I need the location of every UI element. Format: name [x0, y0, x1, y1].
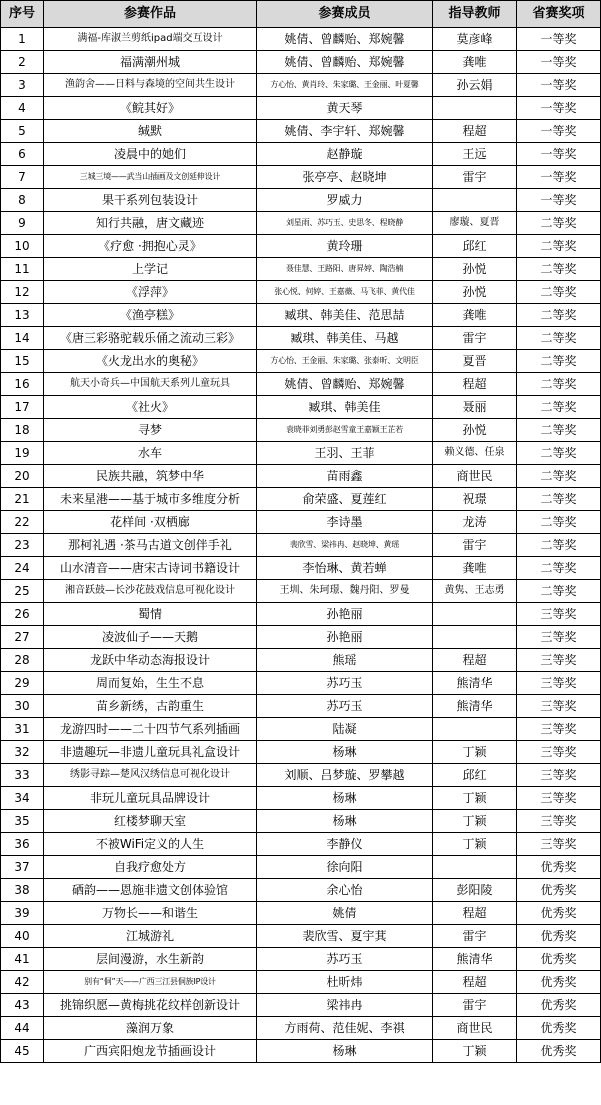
cell-index: 20	[1, 465, 44, 488]
table-row	[1, 304, 601, 327]
table-row	[1, 189, 601, 212]
cell-work: 知行共融，唐文藏迹	[44, 212, 257, 235]
table-row	[1, 51, 601, 74]
table-row	[1, 1017, 601, 1040]
table-row	[1, 74, 601, 97]
table-row	[1, 764, 601, 787]
table-row	[1, 672, 601, 695]
header-teacher: 指导教师	[433, 1, 517, 28]
cell-index: 11	[1, 258, 44, 281]
table-row	[1, 856, 601, 879]
cell-index: 22	[1, 511, 44, 534]
table-row	[1, 626, 601, 649]
cell-teacher: 雷宇	[433, 166, 517, 189]
cell-award: 二等奖	[517, 304, 601, 327]
cell-teacher: 丁颖	[433, 810, 517, 833]
cell-teacher: 莫彦峰	[433, 28, 517, 51]
cell-award: 优秀奖	[517, 948, 601, 971]
cell-work: 藻润万象	[44, 1017, 257, 1040]
cell-teacher	[433, 603, 517, 626]
table-row	[1, 258, 601, 281]
table-row	[1, 948, 601, 971]
cell-award: 二等奖	[517, 419, 601, 442]
cell-members: 刘顺、吕梦璇、罗攀越	[257, 764, 433, 787]
cell-award: 优秀奖	[517, 1017, 601, 1040]
cell-members: 徐向阳	[257, 856, 433, 879]
cell-members: 张心悦、何婷、王嘉薇、马飞菲、黄代佳	[257, 281, 433, 304]
cell-award: 二等奖	[517, 442, 601, 465]
cell-work: 绣影寻踪—楚风汉绣信息可视化设计	[44, 764, 257, 787]
cell-work: 那柯礼遇 ·茶马古道文创伴手礼	[44, 534, 257, 557]
cell-members: 姚倩	[257, 902, 433, 925]
cell-award: 三等奖	[517, 695, 601, 718]
cell-index: 8	[1, 189, 44, 212]
table-row	[1, 212, 601, 235]
cell-work: 凌波仙子——天鹅	[44, 626, 257, 649]
cell-teacher	[433, 97, 517, 120]
cell-work: 周而复始，生生不息	[44, 672, 257, 695]
cell-index: 6	[1, 143, 44, 166]
cell-award: 二等奖	[517, 396, 601, 419]
cell-index: 21	[1, 488, 44, 511]
cell-members: 聂佳慧、王路阳、唐昇婷、陶浩楠	[257, 258, 433, 281]
cell-index: 5	[1, 120, 44, 143]
cell-work: 果干系列包装设计	[44, 189, 257, 212]
cell-members: 李诗墨	[257, 511, 433, 534]
cell-index: 41	[1, 948, 44, 971]
cell-work: 三城三境——武当山插画及文创延伸设计	[44, 166, 257, 189]
cell-work: 未来星港——基于城市多维度分析	[44, 488, 257, 511]
cell-teacher: 程超	[433, 902, 517, 925]
cell-members: 苏巧玉	[257, 695, 433, 718]
header-members: 参赛成员	[257, 1, 433, 28]
cell-members: 杨琳	[257, 1040, 433, 1063]
cell-members: 杨琳	[257, 810, 433, 833]
cell-teacher: 邱红	[433, 235, 517, 258]
cell-members: 王羽、王菲	[257, 442, 433, 465]
cell-index: 33	[1, 764, 44, 787]
cell-index: 2	[1, 51, 44, 74]
table-row	[1, 534, 601, 557]
cell-work: 山水清音——唐宋古诗词书籍设计	[44, 557, 257, 580]
table-row	[1, 143, 601, 166]
cell-index: 13	[1, 304, 44, 327]
cell-award: 三等奖	[517, 626, 601, 649]
cell-teacher: 龙涛	[433, 511, 517, 534]
cell-award: 一等奖	[517, 166, 601, 189]
cell-award: 二等奖	[517, 212, 601, 235]
cell-teacher: 孙悦	[433, 419, 517, 442]
cell-teacher: 夏晋	[433, 350, 517, 373]
cell-teacher: 程超	[433, 120, 517, 143]
cell-teacher: 程超	[433, 971, 517, 994]
table-row	[1, 695, 601, 718]
cell-work: 《唐三彩骆驼载乐俑之流动三彩》	[44, 327, 257, 350]
cell-members: 陆凝	[257, 718, 433, 741]
cell-teacher: 雷宇	[433, 925, 517, 948]
cell-award: 二等奖	[517, 511, 601, 534]
cell-members: 黄玲珊	[257, 235, 433, 258]
cell-teacher: 孙悦	[433, 281, 517, 304]
cell-work: 蜀情	[44, 603, 257, 626]
header-row	[1, 1, 601, 28]
cell-members: 方心怡、王金丽、朱家璐、张泰昕、文明臣	[257, 350, 433, 373]
cell-award: 优秀奖	[517, 994, 601, 1017]
cell-teacher: 孙云娟	[433, 74, 517, 97]
cell-work: 万物长——和谐生	[44, 902, 257, 925]
table-row	[1, 833, 601, 856]
table-row	[1, 97, 601, 120]
table-row	[1, 350, 601, 373]
cell-teacher: 熊清华	[433, 948, 517, 971]
cell-index: 26	[1, 603, 44, 626]
cell-award: 三等奖	[517, 741, 601, 764]
cell-teacher: 廖璇、夏晋	[433, 212, 517, 235]
table-row	[1, 281, 601, 304]
cell-award: 一等奖	[517, 74, 601, 97]
cell-teacher: 程超	[433, 373, 517, 396]
cell-teacher: 祝璟	[433, 488, 517, 511]
cell-award: 三等奖	[517, 649, 601, 672]
cell-work: 非遗趣玩—非遗儿童玩具礼盒设计	[44, 741, 257, 764]
cell-work: 缄默	[44, 120, 257, 143]
cell-index: 31	[1, 718, 44, 741]
table-row	[1, 718, 601, 741]
cell-members: 姚倩、李宇轩、郑婉馨	[257, 120, 433, 143]
cell-members: 李怡琳、黄若蝉	[257, 557, 433, 580]
cell-award: 二等奖	[517, 534, 601, 557]
cell-award: 一等奖	[517, 97, 601, 120]
cell-work: 红楼梦聊天室	[44, 810, 257, 833]
cell-award: 三等奖	[517, 672, 601, 695]
cell-index: 9	[1, 212, 44, 235]
cell-work: 花样间 ·双栖廊	[44, 511, 257, 534]
cell-award: 优秀奖	[517, 925, 601, 948]
table-row	[1, 419, 601, 442]
table-row	[1, 373, 601, 396]
cell-index: 36	[1, 833, 44, 856]
cell-teacher	[433, 626, 517, 649]
cell-award: 一等奖	[517, 143, 601, 166]
cell-award: 三等奖	[517, 833, 601, 856]
header-award: 省赛奖项	[517, 1, 601, 28]
cell-members: 赵静璇	[257, 143, 433, 166]
table-row	[1, 557, 601, 580]
cell-award: 优秀奖	[517, 971, 601, 994]
cell-teacher: 雷宇	[433, 994, 517, 1017]
table-row	[1, 465, 601, 488]
cell-members: 姚倩、曾麟贻、郑婉馨	[257, 51, 433, 74]
table-row	[1, 327, 601, 350]
cell-index: 15	[1, 350, 44, 373]
table-row	[1, 396, 601, 419]
cell-members: 苏巧玉	[257, 672, 433, 695]
cell-teacher: 丁颖	[433, 1040, 517, 1063]
cell-members: 刘星雨、苏巧玉、史思冬、程晓静	[257, 212, 433, 235]
cell-index: 35	[1, 810, 44, 833]
cell-work: 江城游礼	[44, 925, 257, 948]
cell-work: 渔韵舍——日料与森境的空间共生设计	[44, 74, 257, 97]
cell-index: 39	[1, 902, 44, 925]
cell-members: 梁祎冉	[257, 994, 433, 1017]
cell-index: 42	[1, 971, 44, 994]
table-row	[1, 120, 601, 143]
header-index: 序号	[1, 1, 44, 28]
cell-award: 二等奖	[517, 235, 601, 258]
cell-members: 杨琳	[257, 741, 433, 764]
cell-index: 3	[1, 74, 44, 97]
cell-award: 优秀奖	[517, 879, 601, 902]
cell-index: 45	[1, 1040, 44, 1063]
cell-award: 二等奖	[517, 327, 601, 350]
cell-index: 30	[1, 695, 44, 718]
table-row	[1, 580, 601, 603]
cell-award: 一等奖	[517, 189, 601, 212]
cell-work: 《火龙出水的奥秘》	[44, 350, 257, 373]
cell-award: 三等奖	[517, 810, 601, 833]
cell-award: 三等奖	[517, 787, 601, 810]
table-row	[1, 1040, 601, 1063]
cell-teacher: 邱红	[433, 764, 517, 787]
cell-index: 19	[1, 442, 44, 465]
cell-teacher	[433, 718, 517, 741]
cell-members: 苗雨鑫	[257, 465, 433, 488]
cell-teacher: 王远	[433, 143, 517, 166]
cell-index: 23	[1, 534, 44, 557]
cell-work: 挑锦织愿—黄梅挑花纹样创新设计	[44, 994, 257, 1017]
cell-award: 优秀奖	[517, 856, 601, 879]
cell-teacher: 程超	[433, 649, 517, 672]
cell-work: 《疗愈 ·拥抱心灵》	[44, 235, 257, 258]
cell-index: 34	[1, 787, 44, 810]
cell-index: 12	[1, 281, 44, 304]
cell-teacher: 熊清华	[433, 695, 517, 718]
cell-award: 二等奖	[517, 488, 601, 511]
cell-members: 姚倩、曾麟贻、郑婉馨	[257, 373, 433, 396]
cell-teacher: 商世民	[433, 465, 517, 488]
table-row	[1, 442, 601, 465]
table-row	[1, 994, 601, 1017]
cell-teacher: 龚唯	[433, 557, 517, 580]
cell-work: 福满潮州城	[44, 51, 257, 74]
cell-work: 别有“侗”天——广西三江县侗族IP设计	[44, 971, 257, 994]
cell-work: 航天小奇兵—中国航天系列儿童玩具	[44, 373, 257, 396]
cell-index: 14	[1, 327, 44, 350]
cell-teacher: 雷宇	[433, 534, 517, 557]
table-row	[1, 511, 601, 534]
cell-work: 广西宾阳炮龙节插画设计	[44, 1040, 257, 1063]
table-row	[1, 787, 601, 810]
cell-index: 37	[1, 856, 44, 879]
cell-index: 4	[1, 97, 44, 120]
cell-members: 余心怡	[257, 879, 433, 902]
cell-members: 孙艳丽	[257, 626, 433, 649]
cell-work: 龙跃中华动态海报设计	[44, 649, 257, 672]
cell-index: 44	[1, 1017, 44, 1040]
cell-work: 非玩儿童玩具品牌设计	[44, 787, 257, 810]
cell-members: 苏巧玉	[257, 948, 433, 971]
cell-index: 27	[1, 626, 44, 649]
cell-award: 一等奖	[517, 51, 601, 74]
cell-members: 臧琪、韩美佳、范思喆	[257, 304, 433, 327]
cell-work: 民族共融，筑梦中华	[44, 465, 257, 488]
cell-work: 苗乡新绣，古韵重生	[44, 695, 257, 718]
table-row	[1, 902, 601, 925]
cell-members: 孙艳丽	[257, 603, 433, 626]
cell-index: 38	[1, 879, 44, 902]
cell-teacher: 赖义德、任泉	[433, 442, 517, 465]
table-row	[1, 971, 601, 994]
table-row	[1, 879, 601, 902]
cell-award: 三等奖	[517, 603, 601, 626]
table-row	[1, 741, 601, 764]
cell-award: 二等奖	[517, 580, 601, 603]
cell-index: 28	[1, 649, 44, 672]
cell-members: 黄天琴	[257, 97, 433, 120]
table-row	[1, 488, 601, 511]
cell-members: 熊瑶	[257, 649, 433, 672]
cell-index: 24	[1, 557, 44, 580]
cell-work: 不被WiFi定义的人生	[44, 833, 257, 856]
cell-index: 1	[1, 28, 44, 51]
cell-award: 二等奖	[517, 373, 601, 396]
cell-members: 姚倩、曾麟贻、郑婉馨	[257, 28, 433, 51]
cell-index: 32	[1, 741, 44, 764]
cell-index: 17	[1, 396, 44, 419]
cell-teacher: 商世民	[433, 1017, 517, 1040]
table-row	[1, 166, 601, 189]
cell-members: 方心怡、黄肖玲、朱家璐、王金丽、叶夏馨	[257, 74, 433, 97]
cell-award: 一等奖	[517, 120, 601, 143]
cell-award: 二等奖	[517, 258, 601, 281]
cell-work: 湘音跃鼓—长沙花鼓戏信息可视化设计	[44, 580, 257, 603]
cell-work: 龙游四时——二十四节气系列插画	[44, 718, 257, 741]
cell-award: 二等奖	[517, 557, 601, 580]
cell-award: 优秀奖	[517, 1040, 601, 1063]
cell-teacher: 丁颖	[433, 787, 517, 810]
cell-work: 上学记	[44, 258, 257, 281]
cell-work: 《渔亭糕》	[44, 304, 257, 327]
cell-work: 寻梦	[44, 419, 257, 442]
cell-index: 7	[1, 166, 44, 189]
cell-index: 10	[1, 235, 44, 258]
table-body	[1, 28, 601, 1063]
cell-teacher	[433, 856, 517, 879]
cell-members: 罗威力	[257, 189, 433, 212]
cell-teacher: 龚唯	[433, 51, 517, 74]
cell-teacher: 丁颖	[433, 833, 517, 856]
cell-members: 杨琳	[257, 787, 433, 810]
cell-members: 裴欣雪、夏宇萁	[257, 925, 433, 948]
cell-work: 硒韵——恩施非遗文创体验馆	[44, 879, 257, 902]
cell-award: 三等奖	[517, 718, 601, 741]
cell-teacher: 聂丽	[433, 396, 517, 419]
cell-award: 二等奖	[517, 465, 601, 488]
cell-members: 袁晓菲刘勇彭赵雪童王嘉颖王芷若	[257, 419, 433, 442]
cell-award: 二等奖	[517, 350, 601, 373]
cell-members: 李静仪	[257, 833, 433, 856]
cell-work: 《浮萍》	[44, 281, 257, 304]
cell-work: 自我疗愈处方	[44, 856, 257, 879]
header-work: 参赛作品	[44, 1, 257, 28]
cell-members: 臧琪、韩美佳	[257, 396, 433, 419]
table-row	[1, 603, 601, 626]
cell-award: 优秀奖	[517, 902, 601, 925]
cell-work: 凌晨中的她们	[44, 143, 257, 166]
cell-members: 臧琪、韩美佳、马越	[257, 327, 433, 350]
cell-index: 18	[1, 419, 44, 442]
cell-teacher: 雷宇	[433, 327, 517, 350]
cell-index: 29	[1, 672, 44, 695]
cell-members: 俞荣盛、夏莲红	[257, 488, 433, 511]
cell-index: 40	[1, 925, 44, 948]
cell-work: 满福-库淑兰剪纸ipad端交互设计	[44, 28, 257, 51]
cell-award: 三等奖	[517, 764, 601, 787]
table-row	[1, 925, 601, 948]
table-row	[1, 649, 601, 672]
cell-members: 裴欣雪、梁祎冉、赵晓坤、黄瑶	[257, 534, 433, 557]
cell-work: 水车	[44, 442, 257, 465]
cell-index: 25	[1, 580, 44, 603]
table-row	[1, 810, 601, 833]
table-row	[1, 28, 601, 51]
cell-index: 16	[1, 373, 44, 396]
cell-teacher: 孙悦	[433, 258, 517, 281]
cell-award: 一等奖	[517, 28, 601, 51]
cell-award: 二等奖	[517, 281, 601, 304]
cell-work: 《社火》	[44, 396, 257, 419]
cell-work: 层间漫游，水生新韵	[44, 948, 257, 971]
cell-teacher: 彭阳陵	[433, 879, 517, 902]
cell-teacher: 龚唯	[433, 304, 517, 327]
cell-work: 《鲩其好》	[44, 97, 257, 120]
cell-teacher	[433, 189, 517, 212]
cell-teacher: 丁颖	[433, 741, 517, 764]
cell-teacher: 熊清华	[433, 672, 517, 695]
cell-teacher: 黄隽、王志勇	[433, 580, 517, 603]
cell-members: 王圳、朱珂璟、魏丹阳、罗曼	[257, 580, 433, 603]
cell-index: 43	[1, 994, 44, 1017]
table-row	[1, 235, 601, 258]
cell-members: 杜昕炜	[257, 971, 433, 994]
cell-members: 张亭亭、赵晓坤	[257, 166, 433, 189]
cell-members: 方雨荷、范佳妮、李祺	[257, 1017, 433, 1040]
